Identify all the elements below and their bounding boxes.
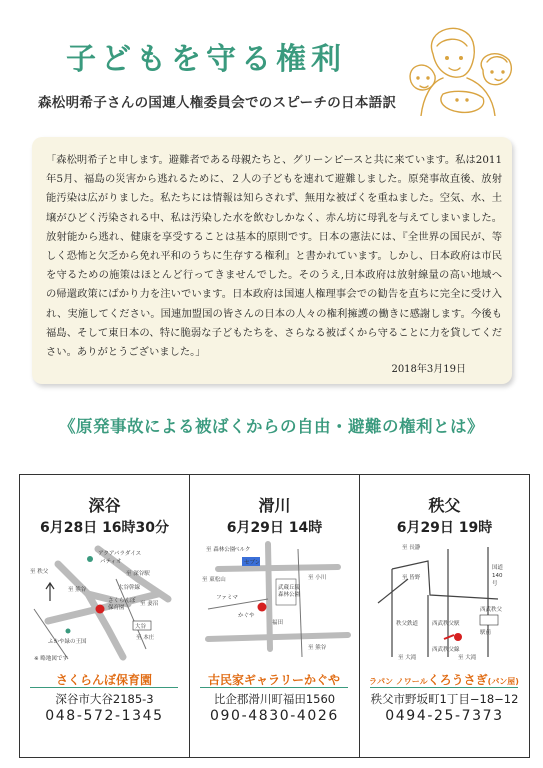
divider (370, 687, 518, 688)
svg-text:大谷: 大谷 (135, 624, 147, 630)
event-datetime: 6月28日 16時30分 (39, 520, 170, 536)
svg-text:※ 略地図です: ※ 略地図です (34, 656, 68, 662)
svg-text:武蔵丘陵: 武蔵丘陵 (278, 585, 301, 591)
event-datetime: 6月29日 19時 (396, 520, 493, 536)
page-title: 子どもを守る権利 (66, 42, 346, 77)
event-chichibu (360, 475, 529, 757)
svg-text:保育園: 保育園 (108, 605, 125, 611)
svg-text:至 妻沼: 至 妻沼 (140, 601, 159, 607)
svg-text:国道: 国道 (492, 565, 504, 571)
event-phone: 090-4830-4026 (210, 708, 339, 724)
event-town: 深谷 (88, 496, 121, 515)
north-arrow-icon (46, 583, 54, 601)
venue-marker-icon (96, 605, 105, 614)
svg-text:至 熊谷: 至 熊谷 (308, 645, 327, 651)
event-datetime: 6月29日 14時 (226, 520, 323, 536)
page-subtitle: 森松明希子さんの国連人権委員会でのスピーチの日本語訳 (38, 95, 397, 111)
svg-text:かぐや: かぐや (238, 613, 255, 619)
map-chichibu (368, 539, 521, 663)
svg-text:至 皆野: 至 皆野 (402, 575, 421, 581)
event-town: 秩父 (428, 496, 461, 515)
svg-text:西武秩父線: 西武秩父線 (432, 647, 460, 653)
svg-text:至 大滝: 至 大滝 (458, 655, 477, 661)
svg-text:至 熊谷: 至 熊谷 (68, 587, 87, 593)
svg-text:セブン: セブン (244, 560, 261, 566)
venue-marker-icon (454, 633, 462, 641)
event-table (19, 474, 530, 758)
svg-text:福田: 福田 (272, 620, 284, 626)
svg-text:さくらんぼ: さくらんぼ (108, 598, 136, 604)
map-namegawa (198, 539, 351, 663)
map-fukaya (28, 539, 181, 663)
divider (30, 687, 178, 688)
event-venue: さくらんぼ保育園 (55, 673, 152, 687)
speech-box (32, 137, 512, 384)
svg-text:140: 140 (492, 573, 503, 579)
section-heading: 《原発事故による被ばくからの自由・避難の権利とは》 (59, 417, 484, 436)
svg-text:至 森林公園: 至 森林公園 (206, 547, 236, 553)
svg-text:号: 号 (492, 581, 498, 587)
event-address: 深谷市大谷2185-3 (55, 692, 154, 706)
svg-text:西武秩父駅: 西武秩父駅 (432, 621, 460, 627)
speech-text: 「森松明希子と申します。避難者である母親たちと、グリーンピースと共に来ています。私は2011年5月、福島の災害から逃れるために、２人の子どもを連れて避難しました。原発事故直後、放射能汚染は広がりました。私たちには情報は知らされず、無用な被ばくを重ねました。空気、水、土壌がひどく汚染される中、私は汚染した水を飲むしかなく、赤ん坊に母乳を与えてしまいました。放射能から逃れ、健康を享受することは基本的原則です。日本の憲法には、『全世界の国民が、等しく恐怖と欠乏から免れ平和のうちに生存する権利』と書かれています。しかし、日本政府は市民を守るための施策はほとんど行ってきませんでした。そのうえ,日本政府は放射線量の高い地域への帰還政策にばかり力を注いでいます。日本政府は国連人権理事会での勧告を直ちに完全に受け入れ、実施してください。国連加盟国の皆さんの日本の人々の権利擁護の働きに感謝します。今後も福島、そして東日本の、特に脆弱な子どもたちを、さらなる被ばくから守ることに力を貸してください。ありがとうございました。」 (46, 154, 502, 359)
svg-text:至 深谷駅: 至 深谷駅 (126, 571, 150, 577)
svg-text:至 大滝: 至 大滝 (398, 655, 417, 661)
event-namegawa (190, 475, 360, 757)
svg-text:至 長瀞: 至 長瀞 (402, 545, 421, 551)
event-address: 秩父市野坂町1丁目−18−12 (370, 692, 519, 706)
svg-text:西武秩父: 西武秩父 (480, 607, 503, 613)
event-venue: 古民家ギャラリーかぐや (207, 673, 340, 687)
svg-text:至 小川: 至 小川 (308, 575, 327, 581)
event-town: 滑川 (258, 496, 291, 515)
family-illustration (403, 20, 525, 116)
event-fukaya (20, 475, 190, 757)
svg-text:ベルク: ベルク (234, 547, 251, 553)
svg-text:至 本庄: 至 本庄 (136, 635, 155, 641)
event-venue: ラパン ノワールくろうさぎ(パン屋) (369, 673, 519, 687)
event-phone: 048-572-1345 (45, 708, 164, 724)
svg-text:ふかや緑の王国: ふかや緑の王国 (48, 639, 87, 645)
divider (200, 687, 348, 688)
svg-text:アクアパラダイス: アクアパラダイス (98, 551, 142, 557)
svg-text:至 秩父: 至 秩父 (30, 569, 49, 575)
svg-text:秩父鉄道: 秩父鉄道 (396, 621, 419, 627)
speech-date: 2018年3月19日 (391, 364, 466, 375)
svg-text:駅前: 駅前 (480, 630, 492, 636)
svg-text:大谷幹線: 大谷幹線 (118, 585, 141, 591)
svg-text:至 東松山: 至 東松山 (202, 577, 226, 583)
venue-marker-icon (258, 603, 267, 612)
event-phone: 0494-25-7373 (385, 708, 504, 724)
svg-text:ファミマ: ファミマ (216, 595, 238, 601)
svg-text:森林公園: 森林公園 (278, 592, 301, 598)
event-address: 比企郡滑川町福田1560 (213, 692, 336, 706)
svg-text:パティオ: パティオ (100, 559, 122, 565)
